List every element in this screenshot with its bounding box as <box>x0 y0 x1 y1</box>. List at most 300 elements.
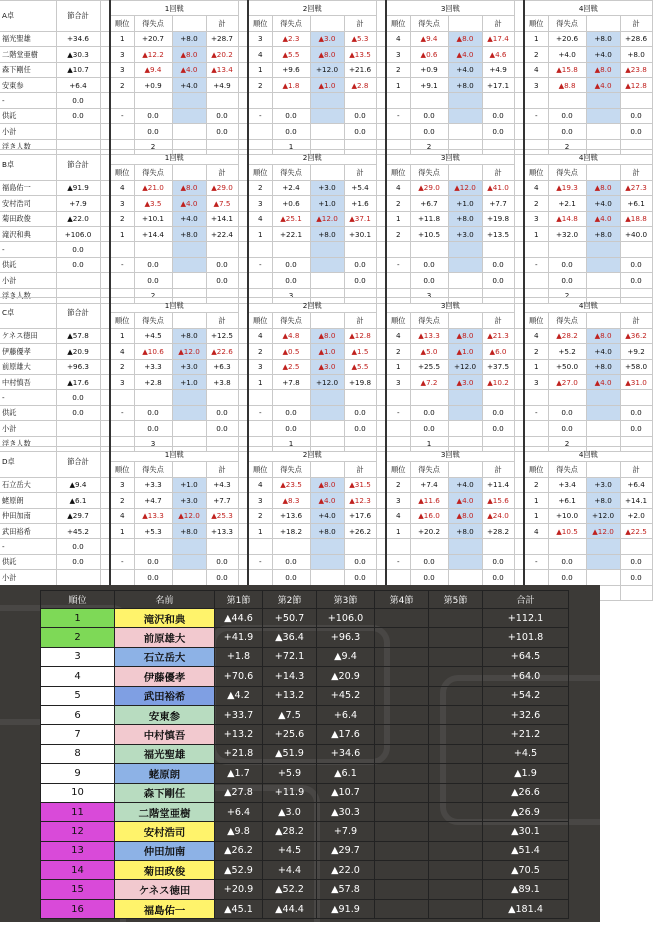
subheader-cell: 順位 <box>386 313 410 328</box>
player-name: 滝沢和典 <box>0 226 56 241</box>
round-rank: 1 <box>248 523 272 538</box>
round-points: +10.0 <box>548 508 586 523</box>
round-points: ▲29.0 <box>410 180 448 195</box>
round-bonus: ▲4.0 <box>310 493 344 508</box>
table-name: B卓 <box>0 150 56 181</box>
column-divider <box>514 150 524 181</box>
round-label: 4回戦 <box>524 447 652 462</box>
round-rank: 1 <box>110 226 134 241</box>
deposit-cell <box>448 257 482 272</box>
round-sum: +30.1 <box>344 226 376 241</box>
round-points: +0.9 <box>410 62 448 77</box>
empty-cell <box>524 539 548 554</box>
round-label: 2回戦 <box>248 447 376 462</box>
ranking-session2: +4.4 <box>263 861 317 880</box>
column-divider <box>238 211 248 226</box>
round-sum: +4.3 <box>206 477 238 492</box>
deposit-cell: 0.0 <box>548 554 586 569</box>
ranking-session4 <box>375 725 429 744</box>
ranking-name: 石立岳大 <box>115 647 215 666</box>
subtotal-row <box>0 124 652 139</box>
player-row <box>0 211 652 226</box>
round-sum: ▲23.8 <box>620 62 652 77</box>
round-bonus: +4.0 <box>586 344 620 359</box>
deposit-cell: 0.0 <box>548 108 586 123</box>
deposit-cell: 0.0 <box>272 554 310 569</box>
table-name: C卓 <box>0 298 56 329</box>
subheader-cell: 順位 <box>386 165 410 180</box>
subtotal-cell: 0.0 <box>344 273 376 288</box>
subtotal-cell: 0.0 <box>134 421 172 436</box>
round-rank: 4 <box>386 328 410 343</box>
ranking-name: 福島佑一 <box>115 899 215 918</box>
subheader-cell: 順位 <box>110 165 134 180</box>
round-rank: 4 <box>248 47 272 62</box>
round-bonus: +12.0 <box>310 62 344 77</box>
round-sum: ▲7.5 <box>206 196 238 211</box>
round-bonus: ▲1.0 <box>310 77 344 92</box>
round-sum: +58.0 <box>620 359 652 374</box>
column-divider <box>376 226 386 241</box>
subtotal-cell: 0.0 <box>206 421 238 436</box>
empty-cell <box>134 242 172 257</box>
player-session-total: +45.2 <box>56 523 100 538</box>
ranking-session3: ▲10.7 <box>317 783 375 802</box>
subheader-cell <box>310 462 344 477</box>
empty-cell <box>206 390 238 405</box>
round-rank: 4 <box>110 344 134 359</box>
subtotal-label: 小計 <box>0 273 56 288</box>
empty-cell <box>206 539 238 554</box>
round-points: +11.8 <box>410 211 448 226</box>
deposit-cell: 0.0 <box>344 257 376 272</box>
ranking-row <box>41 647 569 666</box>
round-rank: 3 <box>110 477 134 492</box>
column-divider <box>514 344 524 359</box>
float-count: 1 <box>272 139 310 154</box>
subheader-cell: 得失点 <box>548 462 586 477</box>
empty-cell <box>620 93 652 108</box>
ranking-session3: ▲9.4 <box>317 647 375 666</box>
deposit-cell: - <box>386 405 410 420</box>
deposit-cell: 0.0 <box>620 257 652 272</box>
column-divider <box>376 298 386 329</box>
deposit-cell <box>172 108 206 123</box>
column-divider <box>100 31 110 46</box>
round-points: ▲11.6 <box>410 493 448 508</box>
player-session-total: +6.4 <box>56 77 100 92</box>
ranking-session4 <box>375 899 429 918</box>
deposit-cell: 0.0 <box>344 554 376 569</box>
round-points: +4.5 <box>134 328 172 343</box>
column-divider <box>514 211 524 226</box>
column-divider <box>238 359 248 374</box>
subheader-cell: 順位 <box>248 462 272 477</box>
subtotal-cell: 0.0 <box>482 421 514 436</box>
column-divider <box>100 447 110 478</box>
dash-total: 0.0 <box>56 539 100 554</box>
ranking-session2: ▲7.5 <box>263 705 317 724</box>
subtotal-cell: 0.0 <box>344 421 376 436</box>
ranking-header-session5: 第5節 <box>429 591 483 609</box>
round-bonus: ▲8.0 <box>586 180 620 195</box>
ranking-row <box>41 841 569 860</box>
ranking-session5 <box>429 686 483 705</box>
round-points: +5.2 <box>548 344 586 359</box>
ranking-session2: +5.9 <box>263 764 317 783</box>
deposit-cell: - <box>386 108 410 123</box>
empty-cell <box>410 539 448 554</box>
round-sum: ▲10.2 <box>482 374 514 389</box>
ranking-name: 蛯原朗 <box>115 764 215 783</box>
subheader-cell <box>172 165 206 180</box>
column-divider <box>238 477 248 492</box>
deposit-cell: 0.0 <box>620 405 652 420</box>
subtotal-label: 小計 <box>0 421 56 436</box>
player-session-total: ▲29.7 <box>56 508 100 523</box>
round-bonus: +8.0 <box>586 493 620 508</box>
round-rank: 3 <box>524 211 548 226</box>
column-divider <box>376 344 386 359</box>
empty-cell <box>548 539 586 554</box>
round-rank: 2 <box>524 196 548 211</box>
ranking-session3: ▲22.0 <box>317 861 375 880</box>
round-sum: +4.9 <box>482 62 514 77</box>
ranking-total: ▲70.5 <box>483 861 569 880</box>
round-sum: ▲25.3 <box>206 508 238 523</box>
deposit-cell: 0.0 <box>548 257 586 272</box>
round-points: ▲3.5 <box>134 196 172 211</box>
column-divider <box>514 47 524 62</box>
column-divider <box>376 242 386 257</box>
subtotal-cell: 0.0 <box>272 124 310 139</box>
dash-row <box>0 390 652 405</box>
subheader-cell <box>172 313 206 328</box>
round-sum: +1.6 <box>344 196 376 211</box>
round-rank: 1 <box>386 359 410 374</box>
ranking-header-session2: 第2節 <box>263 591 317 609</box>
round-sum: ▲29.0 <box>206 180 238 195</box>
column-divider <box>238 570 248 585</box>
round-bonus: ▲3.0 <box>310 31 344 46</box>
ranking-session2: +11.9 <box>263 783 317 802</box>
round-points: +50.0 <box>548 359 586 374</box>
deposit-cell <box>310 554 344 569</box>
subtotal-cell: 0.0 <box>482 570 514 585</box>
column-divider <box>514 447 524 478</box>
subheader-cell <box>172 16 206 31</box>
ranking-rank: 15 <box>41 880 115 899</box>
round-points: +20.2 <box>410 523 448 538</box>
subtotal-cell <box>448 570 482 585</box>
round-bonus: ▲4.0 <box>586 211 620 226</box>
round-bonus: +8.0 <box>448 211 482 226</box>
ranking-session4 <box>375 705 429 724</box>
empty-cell <box>110 93 134 108</box>
subheader-cell: 得失点 <box>272 313 310 328</box>
subtotal-cell: 0.0 <box>548 124 586 139</box>
column-divider <box>238 493 248 508</box>
round-rank: 2 <box>524 477 548 492</box>
round-rank: 2 <box>386 62 410 77</box>
ranking-row <box>41 686 569 705</box>
ranking-header-rank: 順位 <box>41 591 115 609</box>
column-divider <box>238 390 248 405</box>
column-divider <box>238 298 248 329</box>
deposit-cell: - <box>110 554 134 569</box>
ranking-name: 前原雄大 <box>115 628 215 647</box>
round-points: ▲0.6 <box>410 47 448 62</box>
dash-label: - <box>0 93 56 108</box>
deposit-label: 供託 <box>0 257 56 272</box>
column-divider <box>376 421 386 436</box>
subtotal-cell: 0.0 <box>620 273 652 288</box>
round-label: 1回戦 <box>110 298 238 313</box>
round-bonus: ▲12.0 <box>172 508 206 523</box>
ranking-session1: ▲45.1 <box>215 899 263 918</box>
ranking-row <box>41 725 569 744</box>
round-points: ▲15.8 <box>548 62 586 77</box>
round-bonus: ▲4.0 <box>448 493 482 508</box>
round-sum: ▲1.5 <box>344 344 376 359</box>
player-row <box>0 359 652 374</box>
deposit-cell <box>172 554 206 569</box>
round-sum: ▲22.5 <box>620 523 652 538</box>
deposit-cell: 0.0 <box>134 108 172 123</box>
empty-cell <box>272 93 310 108</box>
ranking-name: 福光聖雄 <box>115 744 215 763</box>
player-name: 中村慎吾 <box>0 374 56 389</box>
empty-cell <box>524 93 548 108</box>
column-divider <box>376 62 386 77</box>
deposit-label: 供託 <box>0 554 56 569</box>
player-session-total: +7.9 <box>56 196 100 211</box>
player-session-total: ▲6.1 <box>56 493 100 508</box>
ranking-total: +21.2 <box>483 725 569 744</box>
subheader-cell: 計 <box>206 462 238 477</box>
round-points: +4.7 <box>134 493 172 508</box>
empty-cell <box>410 242 448 257</box>
column-divider <box>514 298 524 329</box>
round-label: 2回戦 <box>248 1 376 16</box>
round-points: ▲5.5 <box>272 47 310 62</box>
subtotal-cell: 0.0 <box>410 570 448 585</box>
subtotal-cell: 0.0 <box>272 570 310 585</box>
empty-cell <box>586 539 620 554</box>
ranking-session2: +72.1 <box>263 647 317 666</box>
deposit-cell: - <box>524 554 548 569</box>
ranking-rank: 11 <box>41 802 115 821</box>
round-bonus: +8.0 <box>448 77 482 92</box>
float-count: 2 <box>548 288 586 303</box>
ranking-header-session3: 第3節 <box>317 591 375 609</box>
subtotal-label: 小計 <box>0 124 56 139</box>
deposit-cell: 0.0 <box>134 405 172 420</box>
column-divider <box>100 273 110 288</box>
ranking-session3: ▲57.8 <box>317 880 375 899</box>
round-rank: 1 <box>248 374 272 389</box>
column-divider <box>238 108 248 123</box>
ranking-session4 <box>375 667 429 686</box>
round-points: +4.0 <box>548 47 586 62</box>
subheader-cell <box>586 313 620 328</box>
empty-cell <box>206 93 238 108</box>
column-divider <box>514 421 524 436</box>
round-sum: +6.3 <box>206 359 238 374</box>
subheader-cell <box>448 462 482 477</box>
empty-cell <box>586 93 620 108</box>
column-divider <box>238 421 248 436</box>
ranking-table <box>40 590 569 919</box>
ranking-session5 <box>429 647 483 666</box>
round-bonus: +3.0 <box>310 180 344 195</box>
subheader-cell: 得失点 <box>134 165 172 180</box>
deposit-cell <box>310 108 344 123</box>
column-divider <box>514 477 524 492</box>
ranking-session3: +34.6 <box>317 744 375 763</box>
subheader-cell: 得失点 <box>410 313 448 328</box>
column-divider <box>238 447 248 478</box>
column-divider <box>238 47 248 62</box>
ranking-rank: 5 <box>41 686 115 705</box>
round-bonus: ▲8.0 <box>448 31 482 46</box>
column-divider <box>376 77 386 92</box>
round-rank: 3 <box>386 374 410 389</box>
column-divider <box>100 226 110 241</box>
round-points: +2.1 <box>548 196 586 211</box>
float-count-label: 浮き人数 <box>0 139 56 154</box>
player-row <box>0 508 652 523</box>
header-row <box>0 1 652 16</box>
session-total-header: 節合計 <box>56 298 100 329</box>
column-divider <box>514 93 524 108</box>
float-count: 2 <box>548 139 586 154</box>
ranking-rank: 1 <box>41 609 115 628</box>
float-count: 2 <box>548 436 586 451</box>
subtotal-cell <box>172 273 206 288</box>
round-points: ▲4.8 <box>272 328 310 343</box>
deposit-row <box>0 108 652 123</box>
round-bonus: +8.0 <box>172 523 206 538</box>
round-bonus: +8.0 <box>310 523 344 538</box>
round-sum: +13.3 <box>206 523 238 538</box>
column-divider <box>100 523 110 538</box>
subheader-cell: 得失点 <box>410 462 448 477</box>
empty-cell <box>134 539 172 554</box>
round-points: +13.6 <box>272 508 310 523</box>
ranking-header-session1: 第1節 <box>215 591 263 609</box>
empty-cell <box>310 390 344 405</box>
deposit-cell: 0.0 <box>548 405 586 420</box>
column-divider <box>100 124 110 139</box>
subheader-cell: 順位 <box>524 313 548 328</box>
player-session-total: ▲20.9 <box>56 344 100 359</box>
column-divider <box>376 211 386 226</box>
round-bonus: ▲12.0 <box>586 523 620 538</box>
round-bonus: +1.0 <box>172 477 206 492</box>
dash-label: - <box>0 242 56 257</box>
round-bonus: +4.0 <box>448 62 482 77</box>
round-bonus: +1.0 <box>448 196 482 211</box>
subheader-cell: 順位 <box>386 16 410 31</box>
ranking-session5 <box>429 609 483 628</box>
player-name: 蛯原朗 <box>0 493 56 508</box>
player-session-total: +96.3 <box>56 359 100 374</box>
column-divider <box>238 93 248 108</box>
round-bonus: ▲8.0 <box>172 47 206 62</box>
ranking-session4 <box>375 783 429 802</box>
column-divider <box>514 328 524 343</box>
round-sum: +11.4 <box>482 477 514 492</box>
round-bonus: ▲4.0 <box>172 196 206 211</box>
round-sum: ▲22.6 <box>206 344 238 359</box>
subtotal-cell: 0.0 <box>410 421 448 436</box>
subtotal-cell: 0.0 <box>134 124 172 139</box>
round-rank: 1 <box>110 31 134 46</box>
subtotal-cell <box>248 570 272 585</box>
round-points: +0.6 <box>272 196 310 211</box>
ranking-session1: +33.7 <box>215 705 263 724</box>
round-bonus: +12.0 <box>586 508 620 523</box>
ranking-session5 <box>429 861 483 880</box>
ranking-session2: ▲51.9 <box>263 744 317 763</box>
round-sum: ▲12.8 <box>620 77 652 92</box>
column-divider <box>514 62 524 77</box>
round-sum: +14.1 <box>620 493 652 508</box>
subheader-cell <box>310 165 344 180</box>
ranking-rank: 14 <box>41 861 115 880</box>
ranking-session5 <box>429 705 483 724</box>
player-name: 伊藤優孝 <box>0 344 56 359</box>
column-divider <box>376 359 386 374</box>
round-label: 1回戦 <box>110 1 238 16</box>
table-name: A卓 <box>0 1 56 32</box>
ranking-session3: ▲91.9 <box>317 899 375 918</box>
ranking-session4 <box>375 880 429 899</box>
empty-cell <box>248 93 272 108</box>
ranking-rank: 12 <box>41 822 115 841</box>
float-count: 1 <box>272 436 310 451</box>
column-divider <box>376 493 386 508</box>
player-session-total: ▲57.8 <box>56 328 100 343</box>
deposit-row <box>0 554 652 569</box>
empty-cell <box>110 242 134 257</box>
round-rank: 1 <box>248 62 272 77</box>
column-divider <box>238 242 248 257</box>
round-points: +32.0 <box>548 226 586 241</box>
round-sum: ▲13.4 <box>206 62 238 77</box>
ranking-session3: +96.3 <box>317 628 375 647</box>
column-divider <box>100 298 110 329</box>
table-name: D卓 <box>0 447 56 478</box>
ranking-session2: +25.6 <box>263 725 317 744</box>
subtotal-total <box>56 570 100 585</box>
deposit-cell: 0.0 <box>272 108 310 123</box>
subheader-cell: 得失点 <box>548 313 586 328</box>
subtotal-cell <box>386 124 410 139</box>
player-name: 武田裕希 <box>0 523 56 538</box>
subheader-cell: 順位 <box>110 313 134 328</box>
subtotal-cell <box>110 273 134 288</box>
subtotal-cell: 0.0 <box>134 570 172 585</box>
empty-cell <box>410 390 448 405</box>
column-divider <box>238 523 248 538</box>
column-divider <box>238 226 248 241</box>
round-rank: 3 <box>386 47 410 62</box>
column-divider <box>514 180 524 195</box>
ranking-session5 <box>429 628 483 647</box>
subtotal-cell: 0.0 <box>620 570 652 585</box>
